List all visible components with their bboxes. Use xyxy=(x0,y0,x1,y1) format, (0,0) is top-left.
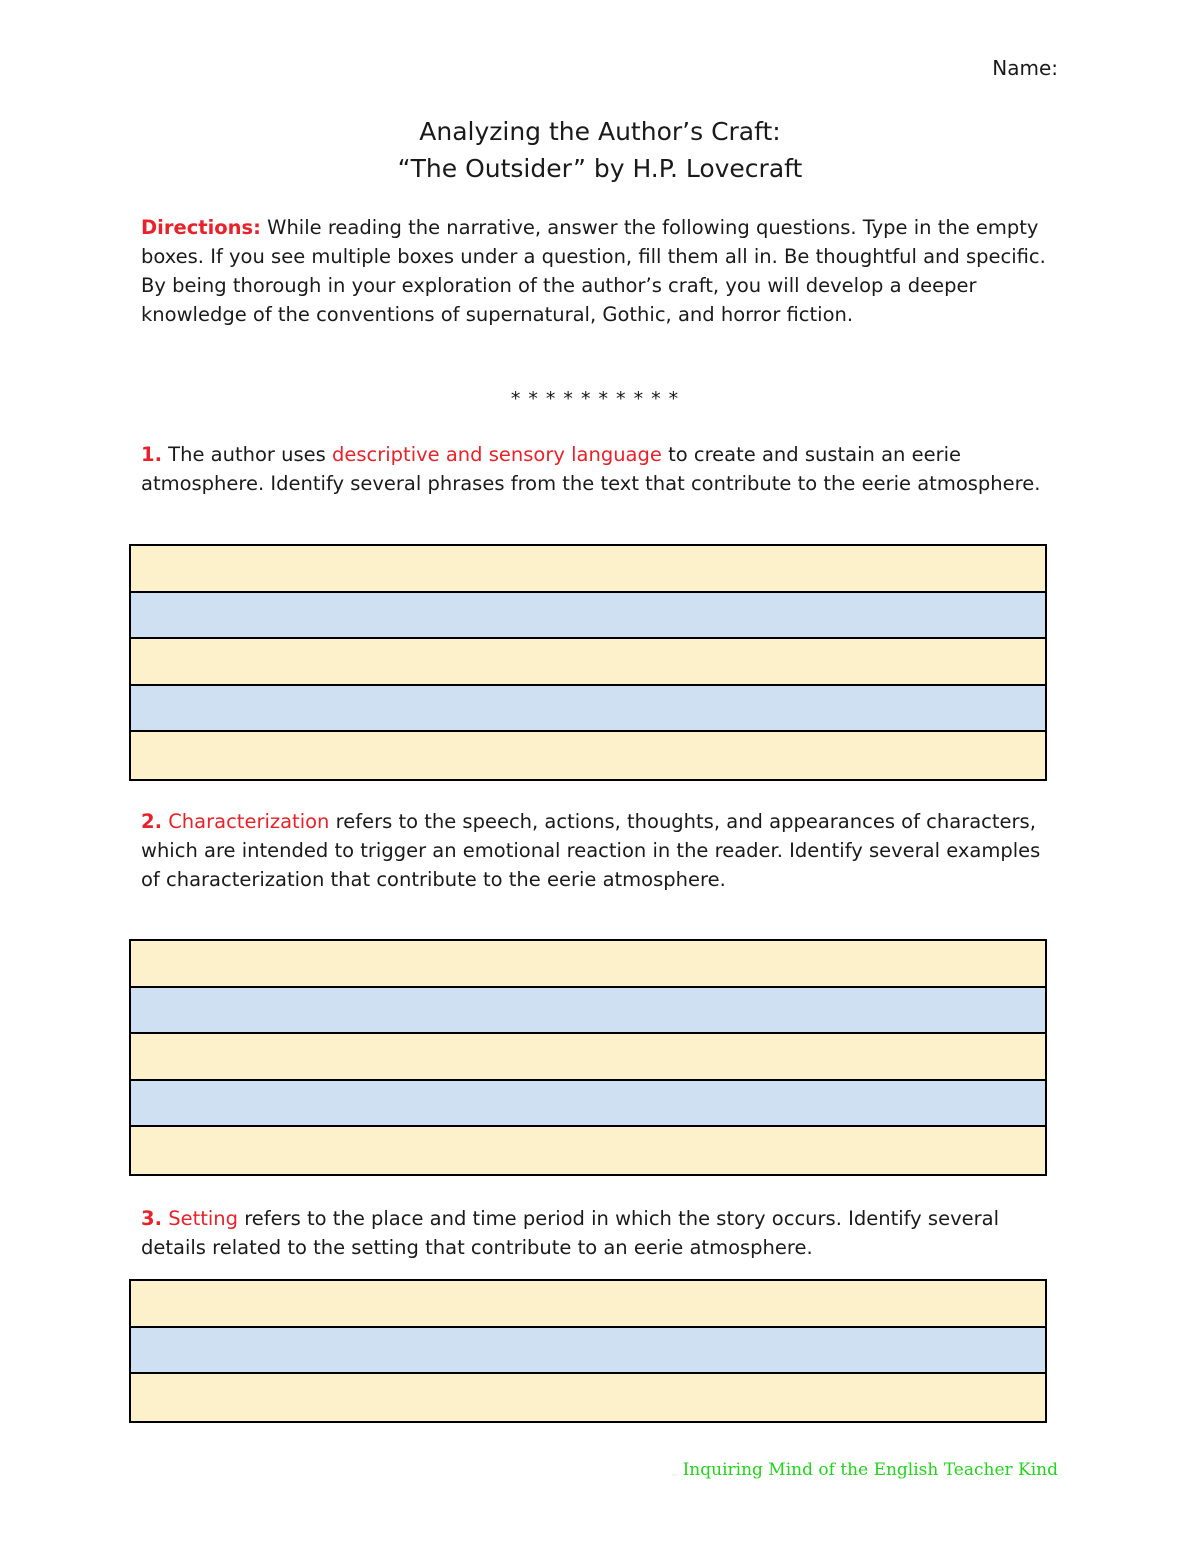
answer-boxes-question-3 xyxy=(129,1279,1047,1423)
directions-paragraph xyxy=(141,213,1061,329)
footer-credit: Inquiring Mind of the English Teacher Kind xyxy=(682,1460,1058,1480)
question-2 xyxy=(141,807,1061,894)
answer-box[interactable] xyxy=(131,1281,1045,1328)
question-text-post: to create and sustain an eerie atmosphere. Identify several phrases from the text that contribute to the eerie atmosphere. xyxy=(141,443,1041,495)
title-line-1: Analyzing the Author’s Craft: xyxy=(419,117,781,146)
directions-text: While reading the narrative, answer the following questions. Type in the empty boxes. If you see multiple boxes under a question, fill them all in. Be thoughtful and specific. By being thorough in your exploration of the author’s craft, you will develop a deeper knowledge of the conventions of supernatural, Gothic, and horror fiction. xyxy=(141,216,1046,326)
section-divider: * * * * * * * * * * xyxy=(510,388,680,410)
answer-box[interactable] xyxy=(131,639,1045,686)
answer-box[interactable] xyxy=(131,686,1045,733)
answer-box[interactable] xyxy=(131,732,1045,779)
answer-box[interactable] xyxy=(131,1034,1045,1081)
answer-box[interactable] xyxy=(131,1081,1045,1128)
answer-box[interactable] xyxy=(131,941,1045,988)
name-label: Name: xyxy=(992,56,1058,80)
answer-boxes-question-2 xyxy=(129,939,1047,1176)
answer-boxes-question-1 xyxy=(129,544,1047,781)
question-number: 2. xyxy=(141,810,162,833)
question-number: 3. xyxy=(141,1207,162,1230)
answer-box[interactable] xyxy=(131,988,1045,1035)
question-term: Setting xyxy=(168,1207,239,1230)
title-line-2: “The Outsider” by H.P. Lovecraft xyxy=(397,154,803,183)
answer-box[interactable] xyxy=(131,1127,1045,1174)
question-number: 1. xyxy=(141,443,162,466)
question-text-post: refers to the place and time period in which the story occurs. Identify several details related to the setting that contribute to an eerie atmosphere. xyxy=(141,1207,999,1259)
answer-box[interactable] xyxy=(131,1374,1045,1421)
question-text-pre: The author uses xyxy=(161,443,332,466)
question-3 xyxy=(141,1204,1061,1262)
answer-box[interactable] xyxy=(131,593,1045,640)
answer-box[interactable] xyxy=(131,546,1045,593)
answer-box[interactable] xyxy=(131,1328,1045,1375)
directions-label: Directions: xyxy=(141,216,261,239)
page-title xyxy=(0,113,1200,187)
question-term: Characterization xyxy=(168,810,330,833)
question-1 xyxy=(141,440,1061,498)
question-term: descriptive and sensory language xyxy=(331,443,662,466)
question-text-post: refers to the speech, actions, thoughts, and appearances of characters, which are intended to trigger an emotional reaction in the reader. Identify several examples of characterization that contribute to the eerie atmosphere. xyxy=(141,810,1041,891)
